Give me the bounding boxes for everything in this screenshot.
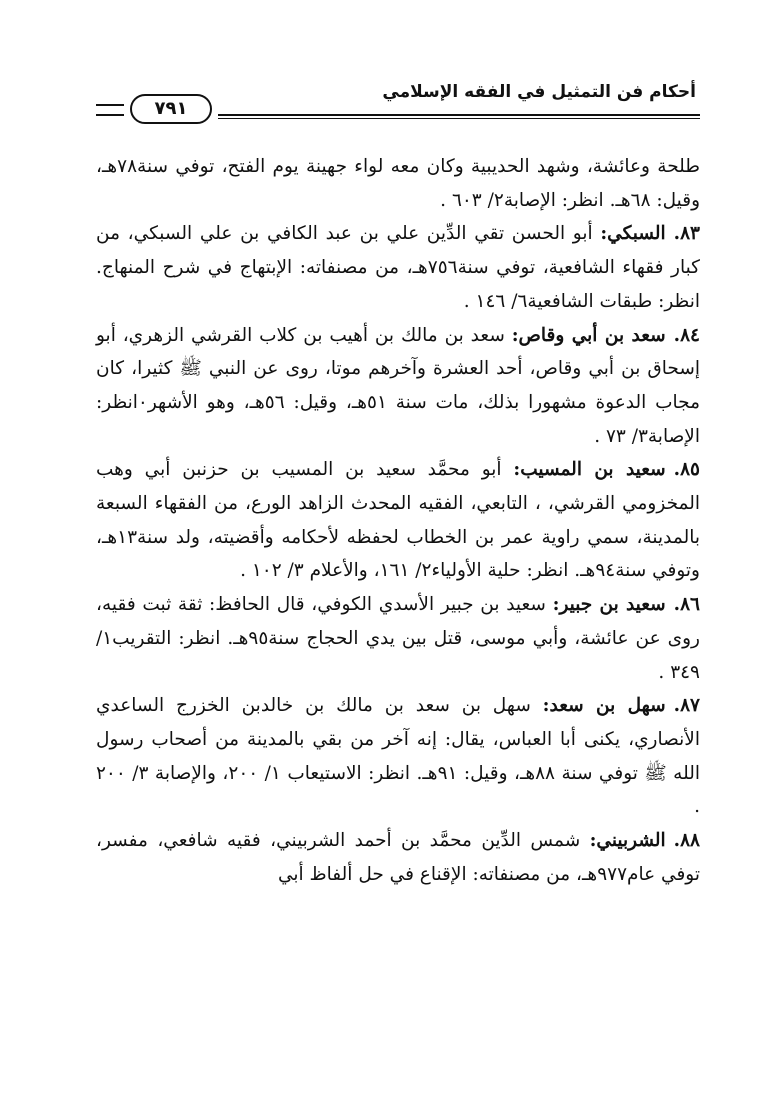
page-header xyxy=(96,76,700,126)
entry-number: ٨٤. xyxy=(673,324,700,346)
entry-number: ٨٥. xyxy=(673,459,700,481)
entry-83 xyxy=(96,217,700,318)
entry-name: السبكي: xyxy=(600,223,666,245)
page-body xyxy=(96,150,700,891)
entry-number: ٨٧. xyxy=(673,695,700,717)
page-number: ٧٩١ xyxy=(130,94,212,124)
page-number-ornament xyxy=(96,104,124,116)
entry-text: سعد بن مالك بن أهيب بن كلاب القرشي الزهري، أبو إسحاق بن أبي وقاص، أحد العشرة وآخرهم موتا، روى عن النبي ﷺ كثيرا، كان مجاب الدعوة مشهورا بذلك، مات سنة ٥١هـ، وقيل: ٥٦هـ، وهو الأشهر٠انظر: الإصابة٣/ ٧٣ . xyxy=(96,324,700,447)
entry-text: سهل بن سعد بن مالك بن خالدبن الخزرج الساعدي الأنصاري، يكنى أبا العباس، يقال: إنه آخر من بقي بالمدينة من أصحاب رسول الله ﷺ توفي سنة ٨٨هـ، وقيل: ٩١هـ. انظر: الاستيعاب ١/ ٢٠٠، والإصابة ٣/ ٢٠٠ . xyxy=(96,695,700,818)
entry-text: شمس الدِّين محمَّد بن أحمد الشربيني، فقيه شافعي، مفسر، توفي عام٩٧٧هـ، من مصنفاته: الإقناع في حل ألفاظ أبي xyxy=(96,830,700,885)
page-number-frame xyxy=(96,94,216,124)
entry-88 xyxy=(96,824,700,891)
entry-name: الشربيني: xyxy=(589,830,666,852)
entry-number: ٨٨. xyxy=(673,830,700,852)
header-rule xyxy=(218,114,700,116)
running-title: أحكام فن التمثيل في الفقه الإسلامي xyxy=(382,82,696,102)
entry-number: ٨٣. xyxy=(673,223,700,245)
entry-number: ٨٦. xyxy=(673,594,700,616)
entry-text: سعيد بن جبير الأسدي الكوفي، قال الحافظ: ثقة ثبت فقيه، روى عن عائشة، وأبي موسى، قتل بين يدي الحجاج سنة٩٥هـ. انظر: التقريب١/ ٣٤٩ . xyxy=(96,594,700,683)
entry-name: سعيد بن جبير: xyxy=(552,594,666,616)
entry-87 xyxy=(96,689,700,824)
entry-84 xyxy=(96,319,700,454)
header-rule-thin xyxy=(218,118,700,119)
entry-name: سعد بن أبي وقاص: xyxy=(511,324,666,346)
entry-text: أبو محمَّد سعيد بن المسيب بن حزنبن أبي وهب المخزومي القرشي، ، التابعي، الفقيه المحدث الزاهد الورع، من الفقهاء السبعة بالمدينة، سمي راوية عمر بن الخطاب لحفظه لأحكامه وأقضيته، ولد سنة١٣هـ، وتوفي سنة٩٤هـ. انظر: حلية الأولياء٢/ ١٦١، والأعلام ٣/ ١٠٢ . xyxy=(96,459,700,582)
entry-name: سهل بن سعد: xyxy=(542,695,666,717)
entry-86 xyxy=(96,588,700,689)
entry-name: سعيد بن المسيب: xyxy=(513,459,666,481)
entry-text: أبو الحسن تقي الدِّين علي بن عبد الكافي بن علي السبكي، من كبار فقهاء الشافعية، توفي سنة٧٥٦هـ، من مصنفاته: الإبتهاج في شرح المنهاج. انظر: طبقات الشافعية٦/ ١٤٦ . xyxy=(96,223,700,312)
entry-85 xyxy=(96,453,700,588)
continuation-paragraph: طلحة وعائشة، وشهد الحديبية وكان معه لواء جهينة يوم الفتح، توفي سنة٧٨هـ، وقيل: ٦٨هـ. انظر: الإصابة٢/ ٦٠٣ . xyxy=(96,156,700,211)
